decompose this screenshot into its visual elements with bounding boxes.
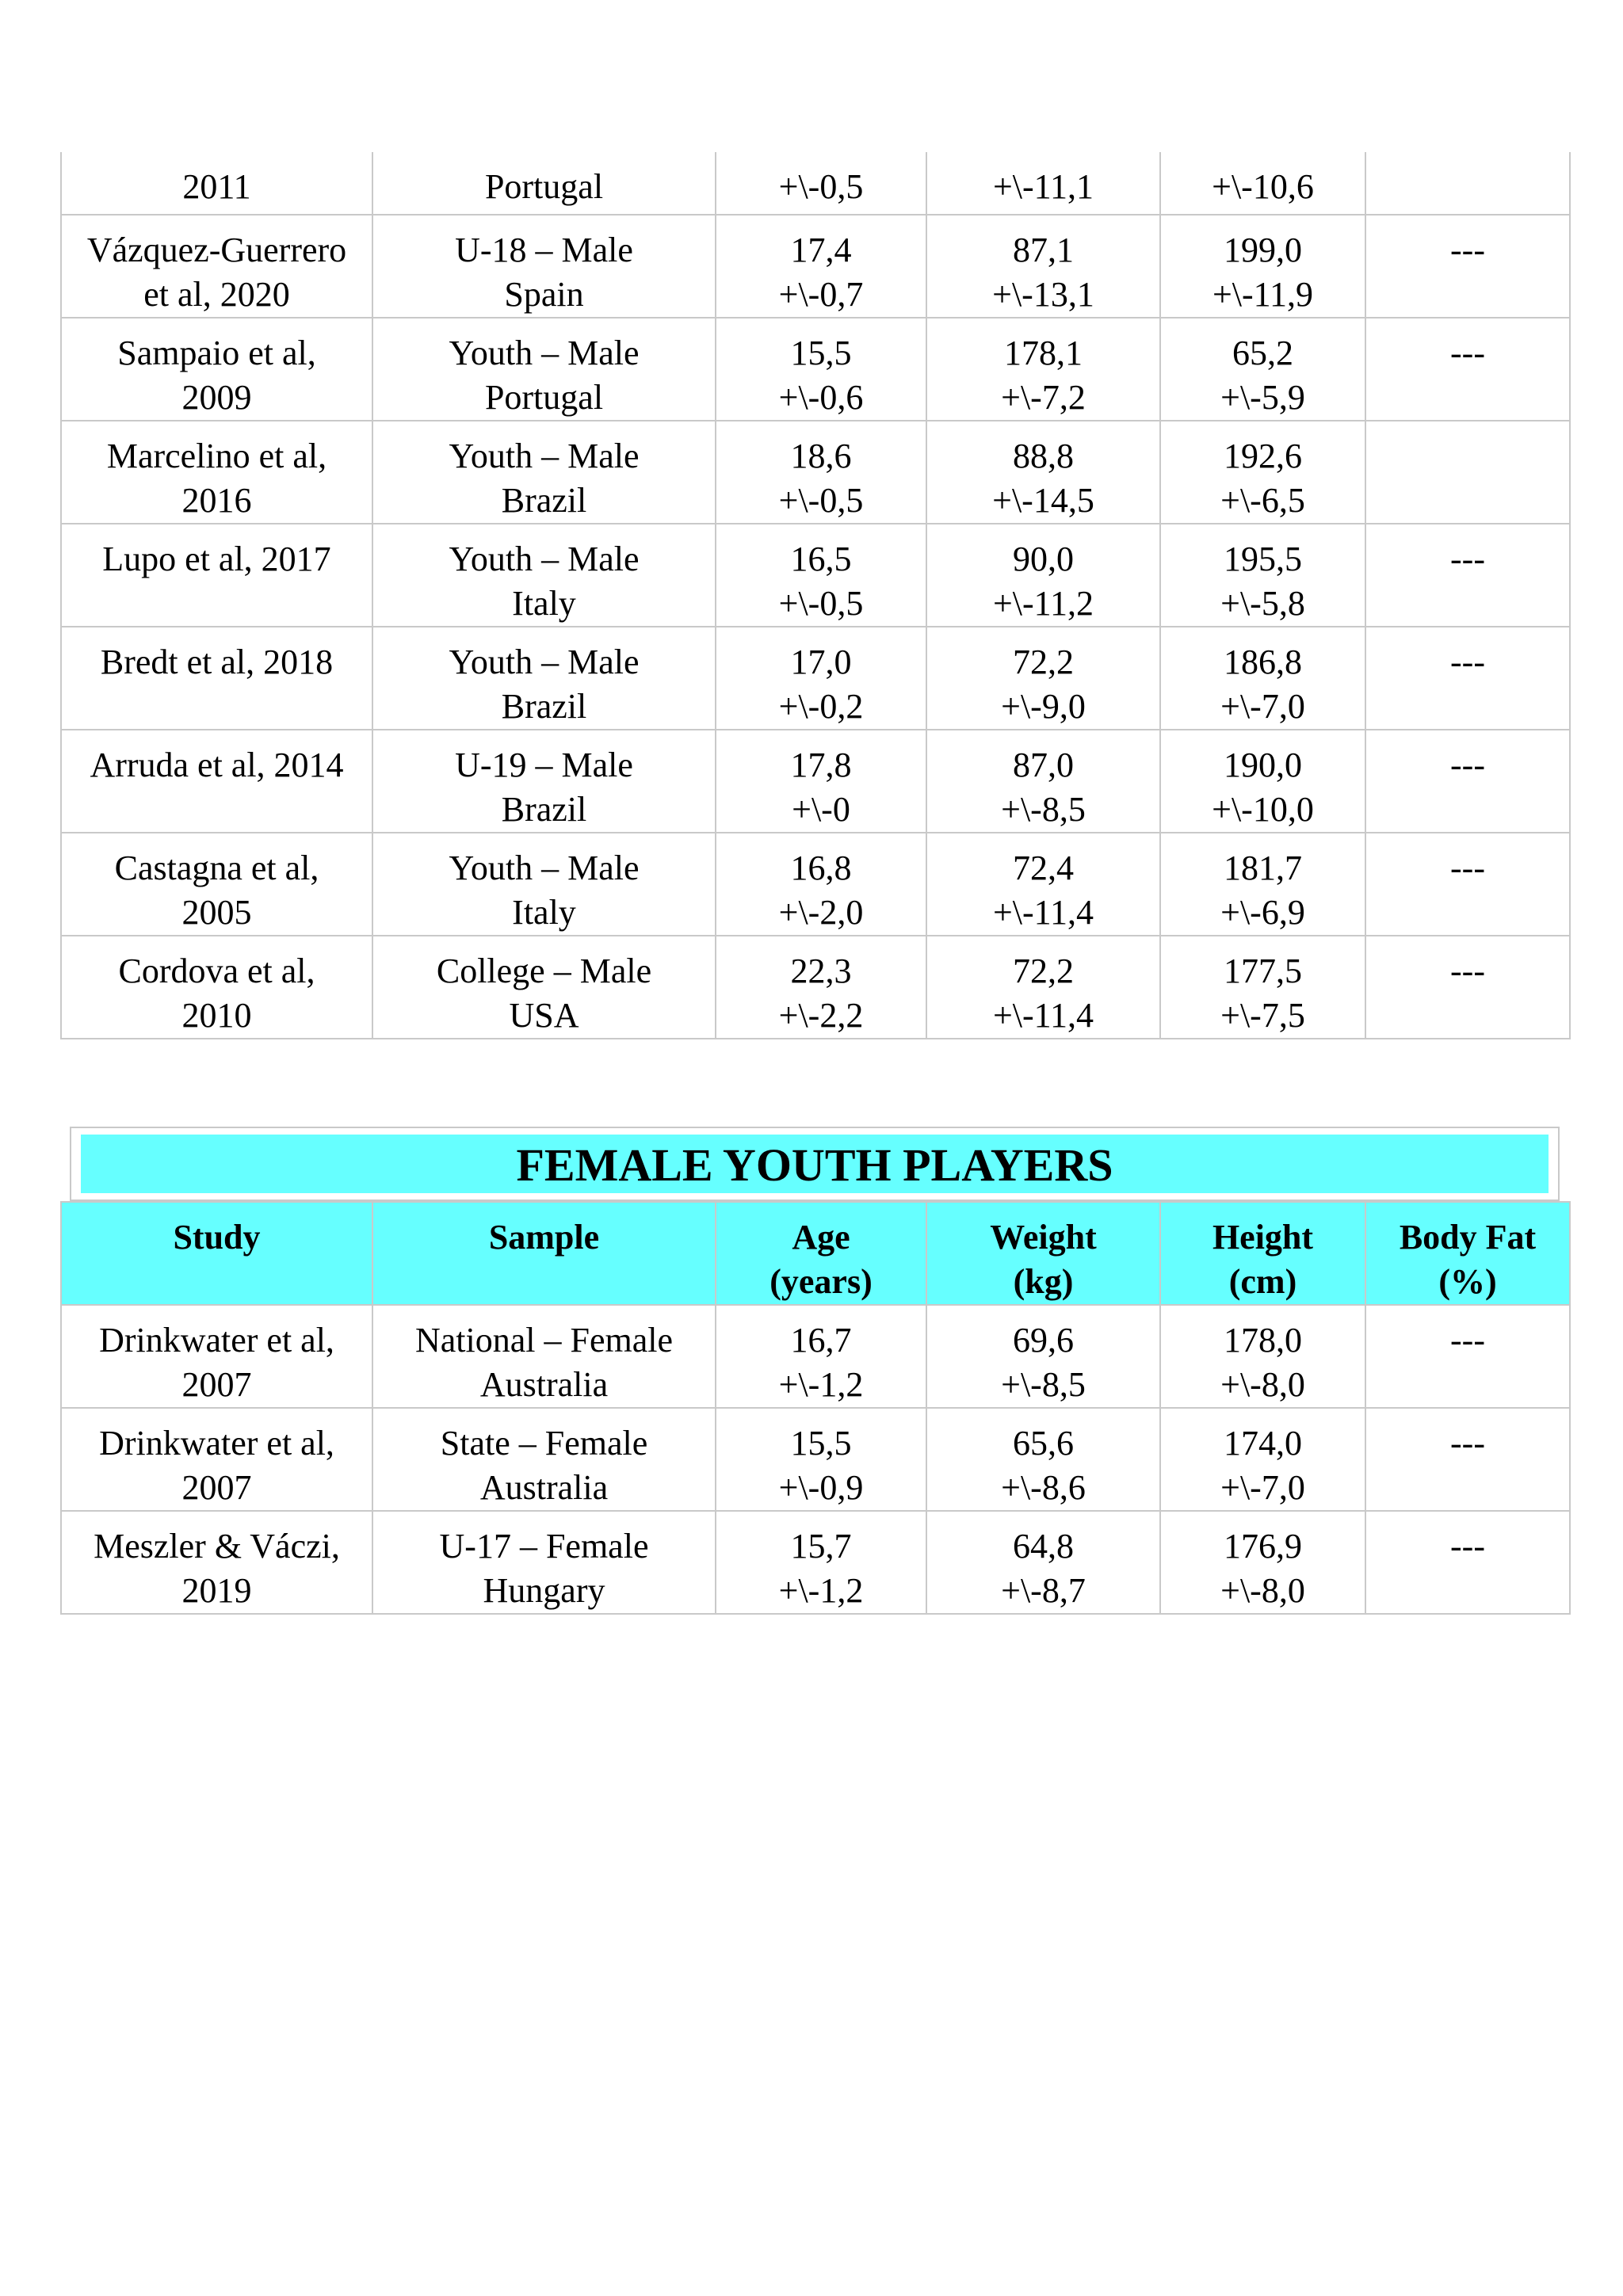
cell-weight [926,152,1160,215]
cell-text-line: +\-11,9 [1212,275,1314,314]
cell-text-line: Cordova et al, [118,952,315,990]
cell-body-fat [1365,730,1570,833]
male-youth-table-continuation [60,152,1571,1039]
female-section-title: FEMALE YOUTH PLAYERS [81,1135,1549,1193]
cell-text-line: Age [792,1218,850,1257]
cell-text-line: +\-2,0 [778,893,864,932]
table-row [61,730,1570,833]
cell-study [61,215,372,318]
cell-sample [372,524,716,627]
cell-text-line: --- [1450,746,1485,784]
cell-text-line: USA [509,996,579,1035]
cell-text-line: Drinkwater et al, [99,1424,334,1463]
table-row [61,524,1570,627]
cell-sample [372,318,716,421]
cell-body-fat [1365,627,1570,730]
cell-text-line: Castagna et al, [114,849,319,887]
cell-age [716,730,926,833]
cell-text-line: +\-11,2 [992,584,1094,623]
cell-weight [926,627,1160,730]
cell-weight [926,936,1160,1039]
cell-weight [926,833,1160,936]
cell-body-fat [1365,318,1570,421]
cell-height [1160,215,1365,318]
cell-age [716,152,926,215]
table-row [61,152,1570,215]
cell-text-line: 195,5 [1224,540,1302,578]
cell-text-line: 15,5 [790,1424,852,1463]
cell-study [61,730,372,833]
cell-age [716,524,926,627]
cell-height [1160,730,1365,833]
cell-text-line: +\-0,7 [778,275,864,314]
cell-text-line: 186,8 [1224,643,1302,681]
column-header-age [716,1202,926,1305]
cell-text-line: U-19 – Male [455,746,633,784]
cell-text-line: +\-7,0 [1220,1468,1305,1507]
cell-text-line: 17,8 [790,746,852,784]
cell-sample [372,1305,716,1408]
cell-text-line: Youth – Male [449,437,640,475]
cell-body-fat [1365,1408,1570,1511]
cell-text-line: 90,0 [1013,540,1074,578]
cell-text-line: --- [1450,643,1485,681]
cell-height [1160,1305,1365,1408]
cell-text-line: 16,7 [790,1321,852,1360]
cell-text-line: +\-13,1 [992,275,1094,314]
cell-text-line: 64,8 [1013,1527,1074,1566]
cell-text-line: 17,0 [790,643,852,681]
cell-text-line: 192,6 [1224,437,1302,475]
cell-body-fat [1365,152,1570,215]
cell-text-line: +\-8,0 [1220,1365,1305,1404]
column-header-study [61,1202,372,1305]
cell-weight [926,1511,1160,1614]
female-youth-table [60,1201,1571,1615]
cell-text-line: Weight [990,1218,1097,1257]
cell-height [1160,524,1365,627]
cell-sample [372,152,716,215]
male-table-body [61,152,1570,1039]
cell-text-line: +\-0,6 [778,378,864,417]
cell-age [716,1511,926,1614]
cell-text-line: --- [1450,849,1485,887]
cell-text-line: 88,8 [1013,437,1074,475]
column-header-height [1160,1202,1365,1305]
cell-text-line: +\-9,0 [1001,687,1086,726]
cell-text-line: 2009 [181,378,252,417]
table-row [61,318,1570,421]
cell-weight [926,215,1160,318]
cell-study [61,1511,372,1614]
cell-sample [372,936,716,1039]
cell-weight [926,1305,1160,1408]
cell-text-line: +\-5,9 [1220,378,1305,417]
table-row [61,1511,1570,1614]
cell-study [61,627,372,730]
cell-age [716,833,926,936]
cell-text-line: 69,6 [1013,1321,1074,1360]
cell-text-line: Italy [512,584,576,623]
cell-text-line: +\-0,2 [778,687,864,726]
cell-text-line: Youth – Male [449,643,640,681]
cell-text-line: +\-1,2 [778,1365,864,1404]
column-header-body-fat [1365,1202,1570,1305]
cell-text-line: Italy [512,893,576,932]
cell-text-line: 177,5 [1224,952,1302,990]
cell-body-fat [1365,215,1570,318]
cell-body-fat [1365,1511,1570,1614]
cell-text-line: 199,0 [1224,231,1302,269]
table-row [61,215,1570,318]
cell-text-line: Lupo et al, 2017 [102,540,331,578]
cell-text-line: Meszler & Váczi, [94,1527,340,1566]
cell-body-fat [1365,524,1570,627]
cell-sample [372,627,716,730]
cell-text-line: Sample [488,1218,600,1257]
cell-text-line: National – Female [414,1321,673,1360]
cell-text-line: 2011 [182,167,251,206]
cell-body-fat [1365,936,1570,1039]
cell-height [1160,936,1365,1039]
cell-text-line: Youth – Male [449,540,640,578]
cell-text-line: 72,2 [1013,952,1074,990]
cell-text-line: Portugal [484,378,604,417]
female-table-body [61,1305,1570,1614]
cell-text-line: 72,4 [1013,849,1074,887]
cell-text-line: Marcelino et al, [106,437,327,475]
cell-height [1160,1408,1365,1511]
cell-text-line: +\-0 [792,790,850,829]
cell-text-line: Australia [479,1468,609,1507]
female-header-row [61,1202,1570,1305]
cell-sample [372,1511,716,1614]
cell-text-line: Youth – Male [449,849,640,887]
cell-text-line: +\-11,4 [992,996,1094,1035]
column-header-sample [372,1202,716,1305]
cell-height [1160,318,1365,421]
cell-text-line: (%) [1438,1262,1497,1301]
cell-text-line: (kg) [1013,1262,1074,1301]
cell-text-line: 2007 [181,1365,252,1404]
cell-text-line: Sampaio et al, [117,334,316,372]
cell-text-line: 190,0 [1224,746,1302,784]
cell-text-line: --- [1450,952,1485,990]
cell-text-line: Bredt et al, 2018 [100,643,334,681]
cell-text-line: --- [1450,334,1485,372]
cell-text-line: 2005 [181,893,252,932]
cell-text-line: 87,1 [1013,231,1074,269]
cell-text-line: --- [1450,231,1485,269]
cell-text-line: --- [1450,1527,1485,1566]
cell-height [1160,627,1365,730]
cell-text-line: +\-1,2 [778,1571,864,1610]
cell-text-line: 18,6 [790,437,852,475]
cell-sample [372,1408,716,1511]
cell-text-line: +\-10,0 [1212,790,1314,829]
cell-height [1160,421,1365,524]
cell-study [61,524,372,627]
cell-text-line: 178,0 [1224,1321,1302,1360]
cell-study [61,833,372,936]
table-row [61,627,1570,730]
cell-body-fat [1365,1305,1570,1408]
cell-text-line: State – Female [440,1424,648,1463]
cell-text-line: 65,6 [1013,1424,1074,1463]
cell-text-line: (cm) [1228,1262,1297,1301]
cell-sample [372,421,716,524]
cell-text-line: Drinkwater et al, [99,1321,334,1360]
cell-study [61,1305,372,1408]
cell-weight [926,524,1160,627]
cell-text-line: 87,0 [1013,746,1074,784]
cell-body-fat [1365,421,1570,524]
cell-text-line: (years) [769,1262,873,1301]
cell-text-line: 2019 [181,1571,252,1610]
cell-text-line: 181,7 [1224,849,1302,887]
cell-text-line: +\-14,5 [992,481,1094,520]
cell-text-line: College – Male [436,952,652,990]
cell-sample [372,215,716,318]
cell-text-line: +\-0,5 [778,481,864,520]
cell-text-line: +\-8,7 [1001,1571,1086,1610]
cell-text-line: +\-7,5 [1220,996,1305,1035]
cell-height [1160,152,1365,215]
cell-age [716,936,926,1039]
cell-study [61,936,372,1039]
cell-text-line: et al, 2020 [143,275,290,314]
cell-text-line: Body Fat [1399,1218,1537,1257]
cell-age [716,215,926,318]
cell-height [1160,833,1365,936]
cell-text-line: --- [1450,1424,1485,1463]
cell-text-line: Study [173,1218,261,1257]
cell-sample [372,730,716,833]
cell-text-line: U-17 – Female [439,1527,649,1566]
cell-text-line: Hungary [483,1571,605,1610]
cell-text-line: --- [1450,540,1485,578]
cell-text-line: 176,9 [1224,1527,1302,1566]
cell-text-line: +\-8,5 [1001,790,1086,829]
cell-text-line: +\-8,5 [1001,1365,1086,1404]
cell-text-line: +\-0,9 [778,1468,864,1507]
table-row [61,1305,1570,1408]
cell-weight [926,730,1160,833]
cell-text-line: 22,3 [790,952,852,990]
cell-text-line: +\-5,8 [1220,584,1305,623]
cell-study [61,1408,372,1511]
table-row [61,1408,1570,1511]
cell-age [716,1408,926,1511]
cell-text-line: 16,8 [790,849,852,887]
cell-text-line: Vázquez-Guerrero [86,231,347,269]
cell-age [716,421,926,524]
cell-text-line: +\-7,0 [1220,687,1305,726]
cell-text-line: +\-8,6 [1001,1468,1086,1507]
cell-age [716,318,926,421]
cell-sample [372,833,716,936]
cell-text-line: 15,5 [790,334,852,372]
cell-text-line: 178,1 [1004,334,1083,372]
table-row [61,421,1570,524]
cell-text-line: +\-2,2 [778,996,864,1035]
cell-text-line: 15,7 [790,1527,852,1566]
cell-study [61,318,372,421]
cell-text-line: +\-0,5 [778,167,864,206]
cell-text-line: 72,2 [1013,643,1074,681]
cell-text-line: Australia [479,1365,609,1404]
cell-text-line: U-18 – Male [455,231,633,269]
cell-weight [926,318,1160,421]
cell-text-line: +\-8,0 [1220,1571,1305,1610]
column-header-weight [926,1202,1160,1305]
cell-age [716,1305,926,1408]
cell-text-line: +\-0,5 [778,584,864,623]
cell-text-line: Brazil [501,481,587,520]
cell-text-line: Brazil [501,687,587,726]
cell-weight [926,421,1160,524]
cell-text-line: Spain [504,275,584,314]
cell-text-line: +\-10,6 [1212,167,1314,206]
cell-text-line: Height [1212,1218,1314,1257]
cell-text-line: Youth – Male [449,334,640,372]
cell-study [61,152,372,215]
cell-text-line: +\-11,4 [992,893,1094,932]
cell-text-line: 2010 [181,996,252,1035]
cell-weight [926,1408,1160,1511]
cell-text-line: 16,5 [790,540,852,578]
table-row [61,936,1570,1039]
cell-text-line: Brazil [501,790,587,829]
cell-text-line: +\-11,1 [992,167,1094,206]
female-table-header [61,1202,1570,1305]
cell-text-line: 65,2 [1232,334,1293,372]
cell-study [61,421,372,524]
cell-body-fat [1365,833,1570,936]
cell-text-line: 174,0 [1224,1424,1302,1463]
cell-text-line: 2007 [181,1468,252,1507]
cell-text-line: 17,4 [790,231,852,269]
cell-text-line: 2016 [181,481,252,520]
cell-text-line: +\-6,5 [1220,481,1305,520]
table-row [61,833,1570,936]
female-section-title-box [70,1127,1560,1201]
cell-age [716,627,926,730]
cell-text-line: +\-6,9 [1220,893,1305,932]
cell-text-line: +\-7,2 [1001,378,1086,417]
cell-text-line: Portugal [484,167,604,206]
cell-text-line: Arruda et al, 2014 [90,746,344,784]
cell-height [1160,1511,1365,1614]
cell-text-line: --- [1450,1321,1485,1360]
